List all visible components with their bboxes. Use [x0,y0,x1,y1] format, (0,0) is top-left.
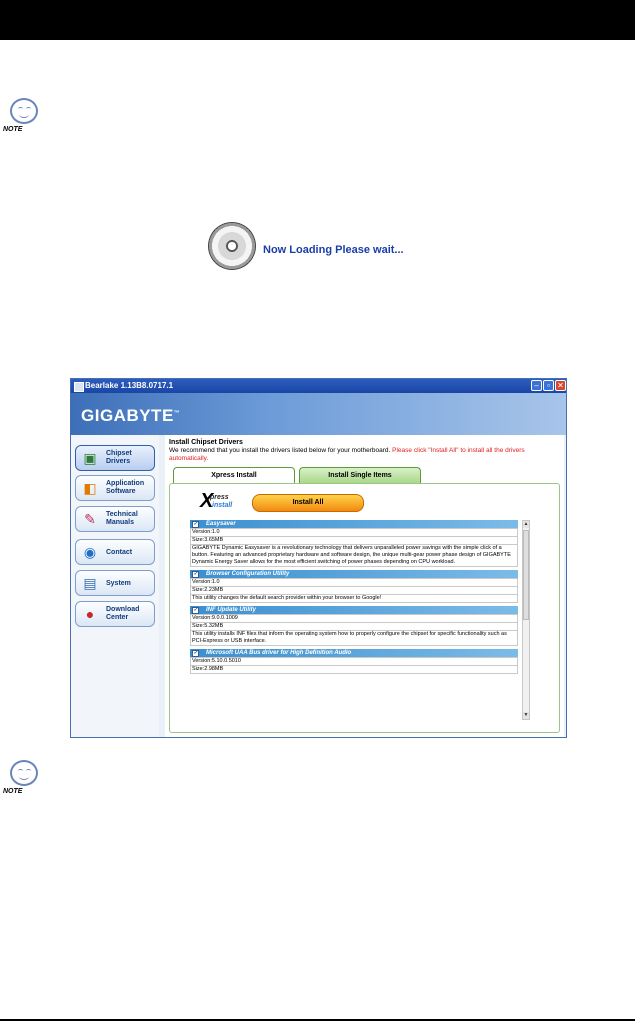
sidebar-item-label: Technical Manuals [106,511,138,526]
footer-rule [0,1019,635,1021]
item-description: GIGABYTE Dynamic Easysaver is a revolutionary technology that delivers unparalleled power savings with the simple click of a button. Featuring an advanced proprietary hardware and software design, the unique multi-gear power phase design of GIGABYTE Dynamic Energy Saver allows for the most efficient switching of power phases depending on CPU workload. [190,545,518,567]
cd-disc-icon [208,222,256,270]
loading-indicator [208,222,448,272]
item-size: Size:3.65MB [190,537,518,545]
tab-xpress-install[interactable]: Xpress Install [173,467,295,483]
scrollbar[interactable] [522,520,530,720]
item-size: Size:2.23MB [190,587,518,595]
install-all-button[interactable]: Install All [252,494,364,512]
item-header: ✓ INF Update Utility [190,606,518,614]
scroll-up-icon[interactable]: ▲ [523,521,529,527]
main-content [165,435,564,737]
system-icon: ▤ [83,575,97,591]
note-icon [3,98,45,140]
page-title: Install Chipset Drivers [169,439,243,446]
item-checkbox[interactable]: ✓ [193,607,198,613]
item-version: Version:5.10.0.5010 [190,657,518,666]
sidebar-item-label: Chipset Drivers [106,450,132,465]
note-label: NOTE [3,788,23,795]
title-bar[interactable] [71,379,566,393]
sidebar-item-label: System [106,580,131,587]
download-center-icon: ● [85,606,95,622]
item-size: Size:5.32MB [190,623,518,631]
banner [71,393,566,435]
item-checkbox[interactable]: ✓ [193,521,198,527]
tab-install-single-items[interactable]: Install Single Items [299,467,421,483]
sidebar-item-chipset-drivers[interactable] [75,445,155,471]
header-bar [0,0,635,40]
list-item [190,606,518,646]
sidebar-item-label: Download Center [106,606,140,621]
technical-manuals-icon: ✎ [84,511,96,527]
item-version: Version:1.0 [190,578,518,587]
sidebar-item-label: Contact [106,549,133,556]
close-button[interactable]: ✕ [555,380,566,391]
sidebar-item-label: Application Software [106,480,145,495]
sidebar-item-download-center[interactable] [75,601,155,627]
gigabyte-logo: GIGABYTE™ [81,406,181,425]
item-header: ✓ Browser Configuration Utility [190,570,518,578]
driver-list [190,520,518,730]
list-item [190,520,518,567]
item-checkbox[interactable]: ✓ [193,571,198,577]
maximize-button[interactable]: ▫ [543,380,554,391]
note-icon [3,760,45,802]
scroll-thumb[interactable] [523,530,529,620]
sidebar-item-application-software[interactable] [75,475,155,501]
list-item [190,570,518,603]
note-label: NOTE [3,126,23,133]
xpress-install-logo: X press install [200,490,233,512]
item-version: Version:1.0 [190,528,518,537]
chipset-drivers-icon: ▣ [83,450,97,466]
list-item [190,649,518,674]
sidebar [71,435,159,737]
scroll-down-icon[interactable]: ▼ [523,712,529,718]
window-title: Bearlake 1.13B8.0717.1 [85,381,174,390]
application-software-icon: ◧ [83,480,97,496]
installer-window [70,378,567,738]
item-header: ✓ Microsoft UAA Bus driver for High Definition Audio [190,649,518,657]
install-panel [169,483,560,733]
description: We recommend that you install the drivers listed below for your motherboard. Please click "Install All" to install all the drivers automatically. [169,447,525,462]
loading-text: Now Loading Please wait... [263,244,404,256]
item-size: Size:2.98MB [190,666,518,674]
contact-globe-icon: ◉ [83,544,97,560]
minimize-button[interactable]: – [531,380,542,391]
sidebar-item-contact[interactable] [75,539,155,565]
item-header: ✓ Easysaver [190,520,518,528]
app-icon [74,382,84,392]
sidebar-item-system[interactable] [75,570,155,596]
item-description: This utility installs INF files that inform the operating system how to properly configure the chipset for specific functionality such as PCI-Express or USB interface. [190,631,518,646]
item-checkbox[interactable]: ✓ [193,650,198,656]
item-version: Version:9.0.0.1009 [190,614,518,623]
sidebar-item-technical-manuals[interactable] [75,506,155,532]
item-description: This utility changes the default search provider within your browser to Google! [190,595,518,603]
